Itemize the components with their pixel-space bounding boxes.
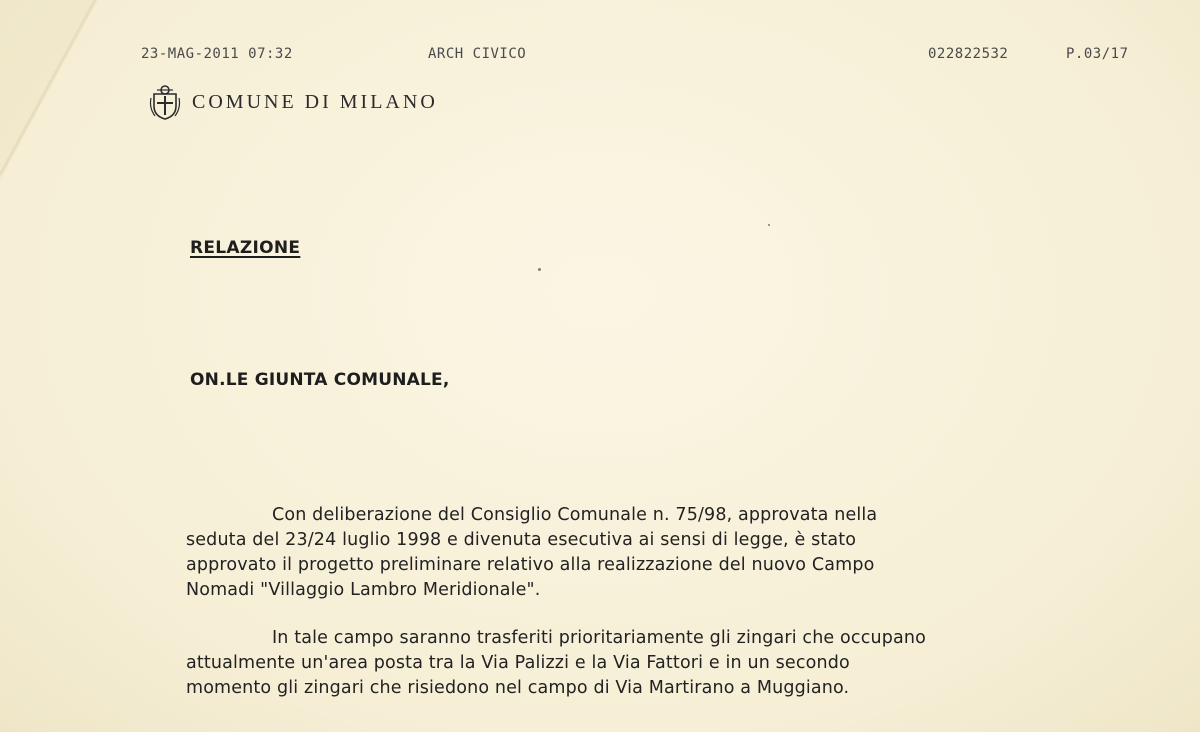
paragraph1-line4: Nomadi "Villaggio Lambro Meridionale".: [186, 580, 541, 600]
fax-date-time: 23-MAG-2011 07:32: [141, 46, 293, 62]
fax-sender: ARCH CIVICO: [428, 46, 527, 62]
comune-name: COMUNE DI MILANO: [192, 90, 438, 113]
paragraph1-line3: approvato il progetto preliminare relativo alla realizzazione del nuovo Campo: [186, 555, 875, 575]
scan-speck: [538, 268, 541, 271]
fax-number: 022822532: [928, 46, 1009, 62]
letterhead: [148, 84, 438, 120]
document-title: RELAZIONE: [190, 238, 301, 258]
scan-speck: [768, 224, 770, 226]
fax-page-count: P.03/17: [1066, 46, 1129, 62]
salutation: ON.LE GIUNTA COMUNALE,: [190, 370, 450, 390]
paragraph1-line2: seduta del 23/24 luglio 1998 e divenuta esecutiva ai sensi di legge, è stato: [186, 530, 857, 550]
paragraph2-line2: attualmente un'area posta tra la Via Palizzi e la Via Fattori e in un secondo: [186, 653, 850, 673]
paragraph2-line3: momento gli zingari che risiedono nel campo di Via Martirano a Muggiano.: [186, 678, 850, 698]
paragraph1-line1: Con deliberazione del Consiglio Comunale n. 75/98, approvata nella: [272, 505, 878, 525]
milan-crest-icon: [148, 84, 182, 120]
paragraph2-line1: In tale campo saranno trasferiti prioritariamente gli zingari che occupano: [272, 628, 926, 648]
